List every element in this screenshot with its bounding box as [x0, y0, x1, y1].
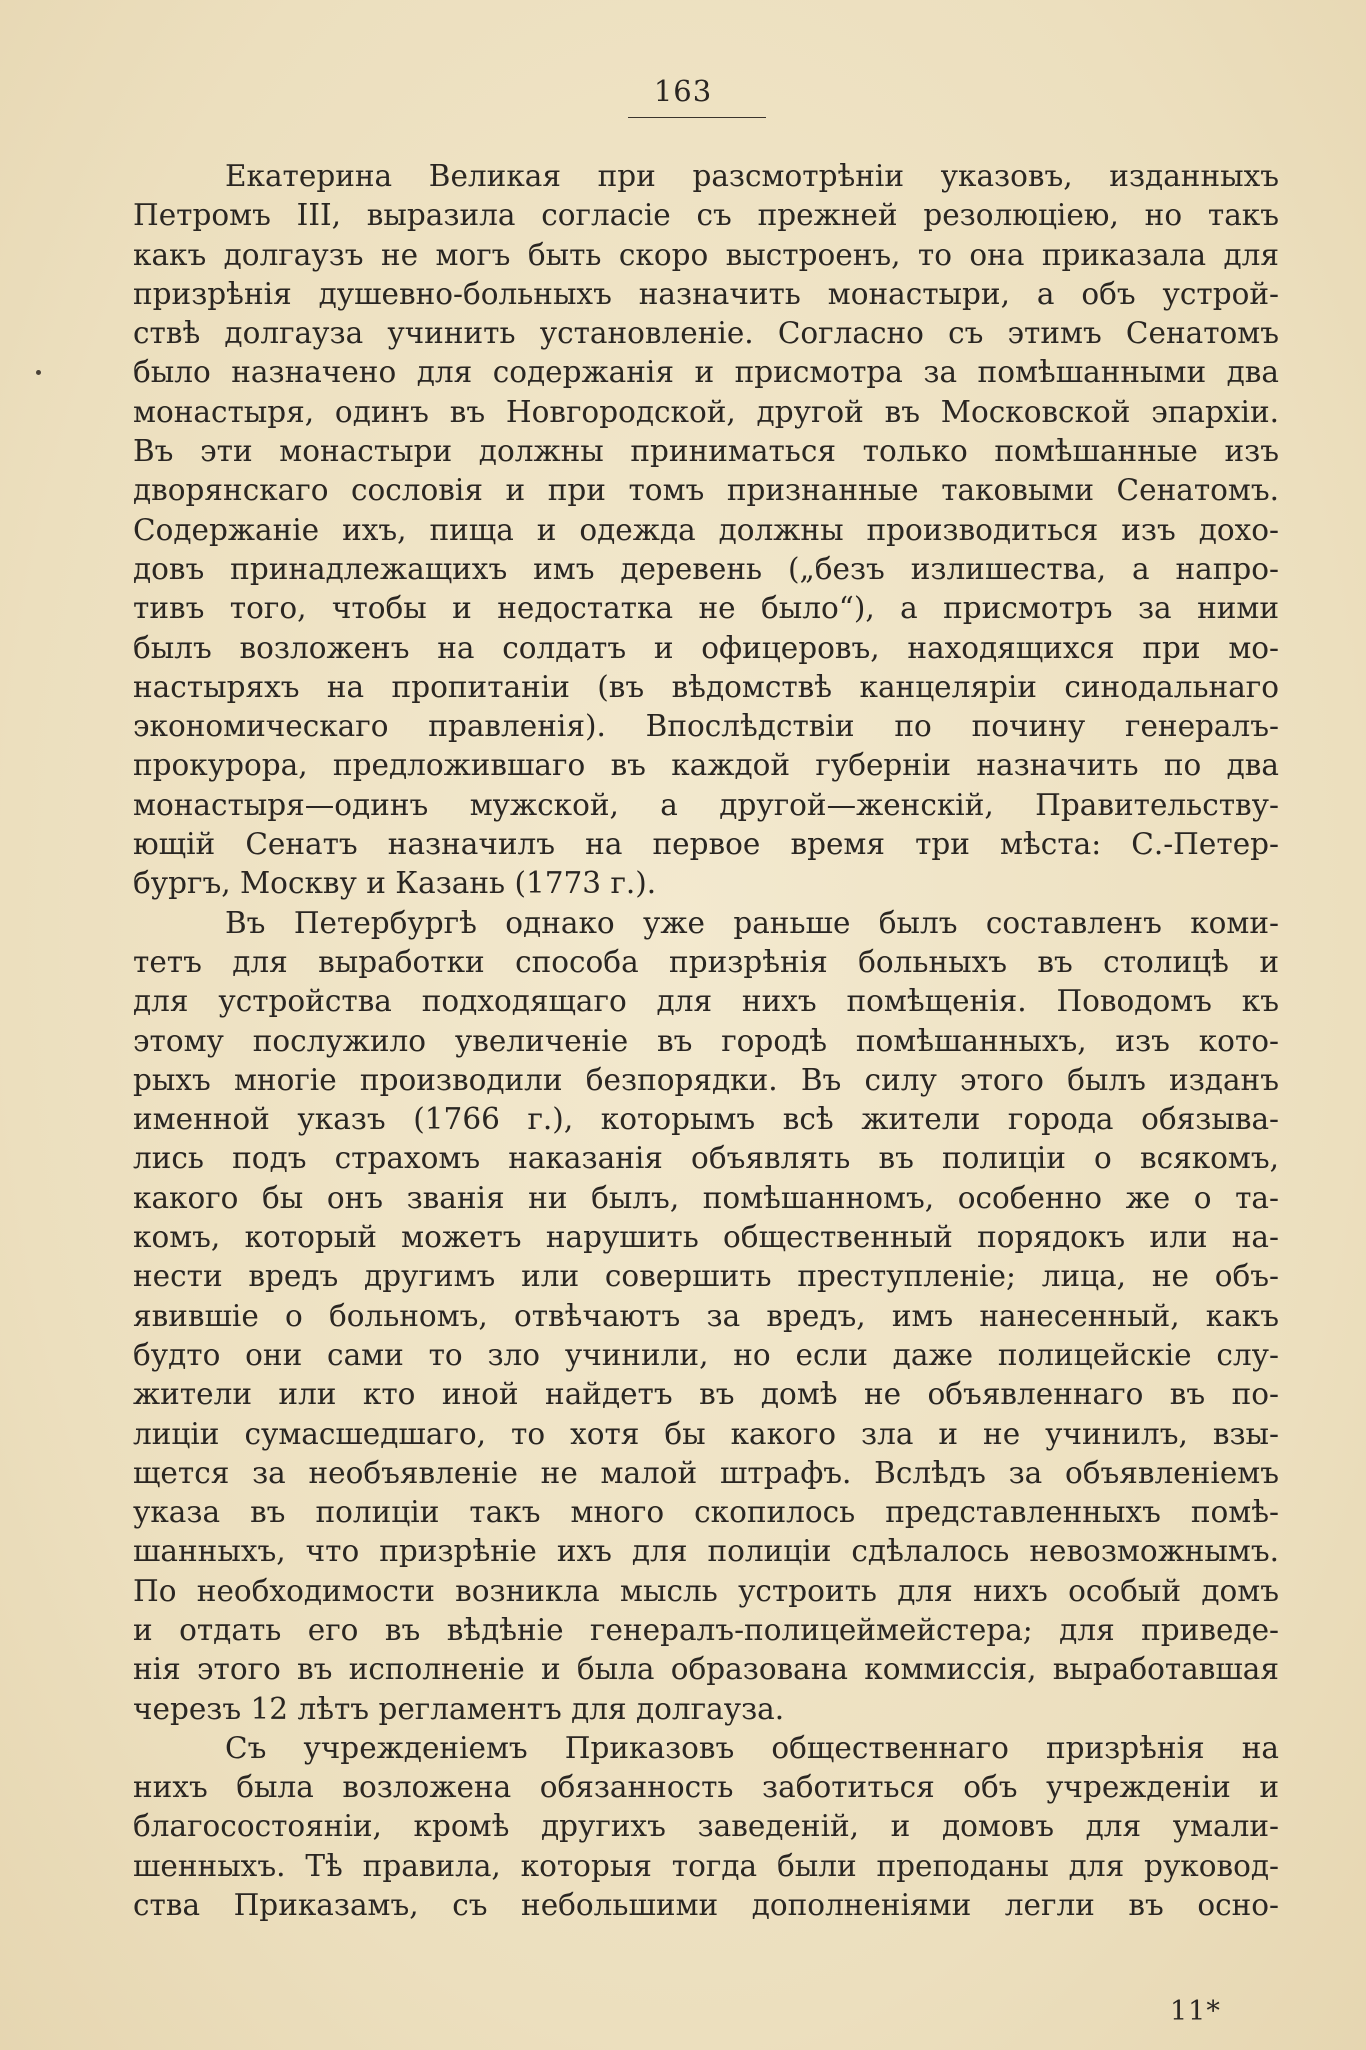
signature-mark: 11*: [1170, 1996, 1221, 2027]
text-line: монастыря, одинъ въ Новгородской, другой въ Московской эпархіи.: [133, 394, 1279, 429]
text-line: этому послужило увеличеніе въ городѣ помѣшанныхъ, изъ кото-: [133, 1023, 1279, 1058]
text-line: Съ учрежденіемъ Приказовъ общественнаго призрѣнія на: [225, 1730, 1279, 1765]
page-number-rule: [628, 117, 766, 118]
paragraph: [133, 904, 1279, 1729]
text-line: Въ эти монастыри должны приниматься только помѣшанные изъ: [133, 434, 1279, 469]
text-line: Въ Петербургѣ однако уже раньше былъ составленъ коми-: [225, 905, 1279, 940]
text-line: какого бы онъ званія ни былъ, помѣшанномъ, особенно же о та-: [133, 1180, 1279, 1215]
text-line: призрѣнія душевно-больныхъ назначить монастыри, а объ устрой-: [133, 276, 1279, 311]
text-line: ствѣ долгауза учинить установленіе. Согласно съ этимъ Сенатомъ: [133, 316, 1279, 351]
text-line: тивъ того, чтобы и недостатка не было“), а присмотръ за ними: [133, 591, 1279, 626]
print-speck: [36, 370, 41, 375]
text-line: лись подъ страхомъ наказанія объявлять въ полиціи о всякомъ,: [133, 1141, 1279, 1176]
text-line: ющій Сенатъ назначилъ на первое время три мѣста: С.-Петер-: [133, 827, 1279, 862]
paragraph: [133, 1729, 1279, 1925]
text-line: шенныхъ. Тѣ правила, которыя тогда были преподаны для руковод-: [133, 1848, 1279, 1883]
text-line: и отдать его въ вѣдѣніе генералъ-полицеймейстера; для приведе-: [133, 1612, 1279, 1647]
text-line: рыхъ многіе производили безпорядки. Въ силу этого былъ изданъ: [133, 1062, 1279, 1097]
text-line: какъ долгаузъ не могъ быть скоро выстроенъ, то она приказала для: [133, 237, 1279, 272]
text-line: довъ принадлежащихъ имъ деревень („безъ излишества, а напро-: [133, 551, 1279, 586]
text-line: Петромъ III, выразила согласіе съ прежней резолюціею, но такъ: [133, 198, 1279, 233]
text-line: жители или кто иной найдетъ въ домѣ не объявленнаго въ по-: [133, 1377, 1279, 1412]
text-line: именной указъ (1766 г.), которымъ всѣ жители города обязыва-: [133, 1102, 1279, 1137]
text-line: нія этого въ исполненіе и была образована коммиссія, выработавшая: [133, 1652, 1279, 1687]
text-line: По необходимости возникла мысль устроить для нихъ особый домъ: [133, 1573, 1279, 1608]
text-line: щется за необъявленіе не малой штрафъ. Вслѣдъ за объявленіемъ: [133, 1455, 1279, 1490]
text-line: настыряхъ на пропитаніи (въ вѣдомствѣ канцеляріи синодальнаго: [133, 669, 1279, 704]
body-text: [133, 157, 1279, 1925]
text-line: черезъ 12 лѣтъ регламентъ для долгауза.: [133, 1691, 785, 1726]
text-line: тетъ для выработки способа призрѣнія больныхъ въ столицѣ и: [133, 944, 1279, 979]
text-line: указа въ полиціи такъ много скопилось представленныхъ помѣ-: [133, 1495, 1279, 1530]
text-line: монастыря—одинъ мужской, а другой—женскій, Правительству-: [133, 787, 1279, 822]
text-line: прокурора, предложившаго въ каждой губерніи назначить по два: [133, 748, 1279, 783]
text-line: будто они сами то зло учинили, но если даже полицейскіе слу-: [133, 1337, 1279, 1372]
page-number: 163: [653, 74, 713, 108]
text-line: явившіе о больномъ, отвѣчаютъ за вредъ, имъ нанесенный, какъ: [133, 1298, 1279, 1333]
text-line: нести вредъ другимъ или совершить преступленіе; лица, не объ-: [133, 1259, 1279, 1294]
text-line: шанныхъ, что призрѣніе ихъ для полиціи сдѣлалось невозможнымъ.: [133, 1534, 1279, 1569]
text-line: Екатерина Великая при разсмотрѣніи указовъ, изданныхъ: [225, 159, 1279, 193]
paragraph: [133, 157, 1279, 904]
text-line: былъ возложенъ на солдатъ и офицеровъ, находящихся при мо-: [133, 630, 1279, 665]
text-line: комъ, который можетъ нарушить общественный порядокъ или на-: [133, 1220, 1279, 1255]
text-line: дворянскаго сословія и при томъ признанные таковыми Сенатомъ.: [133, 473, 1279, 508]
text-line: ства Приказамъ, съ небольшими дополненіями легли въ осно-: [133, 1888, 1279, 1923]
text-line: экономическаго правленія). Впослѣдствіи по почину генералъ-: [133, 709, 1279, 744]
text-line: бургъ, Москву и Казань (1773 г.).: [133, 866, 657, 901]
text-line: Содержаніе ихъ, пища и одежда должны производиться изъ дохо-: [133, 512, 1279, 547]
text-line: для устройства подходящаго для нихъ помѣщенія. Поводомъ къ: [133, 984, 1279, 1019]
text-line: благосостояніи, кромѣ другихъ заведеній, и домовъ для умали-: [133, 1809, 1279, 1844]
text-line: нихъ была возложена обязанность заботиться объ учрежденіи и: [133, 1770, 1279, 1805]
text-line: лиціи сумасшедшаго, то хотя бы какого зла и не учинилъ, взы-: [133, 1416, 1279, 1451]
text-line: было назначено для содержанія и присмотра за помѣшанными два: [133, 355, 1279, 390]
